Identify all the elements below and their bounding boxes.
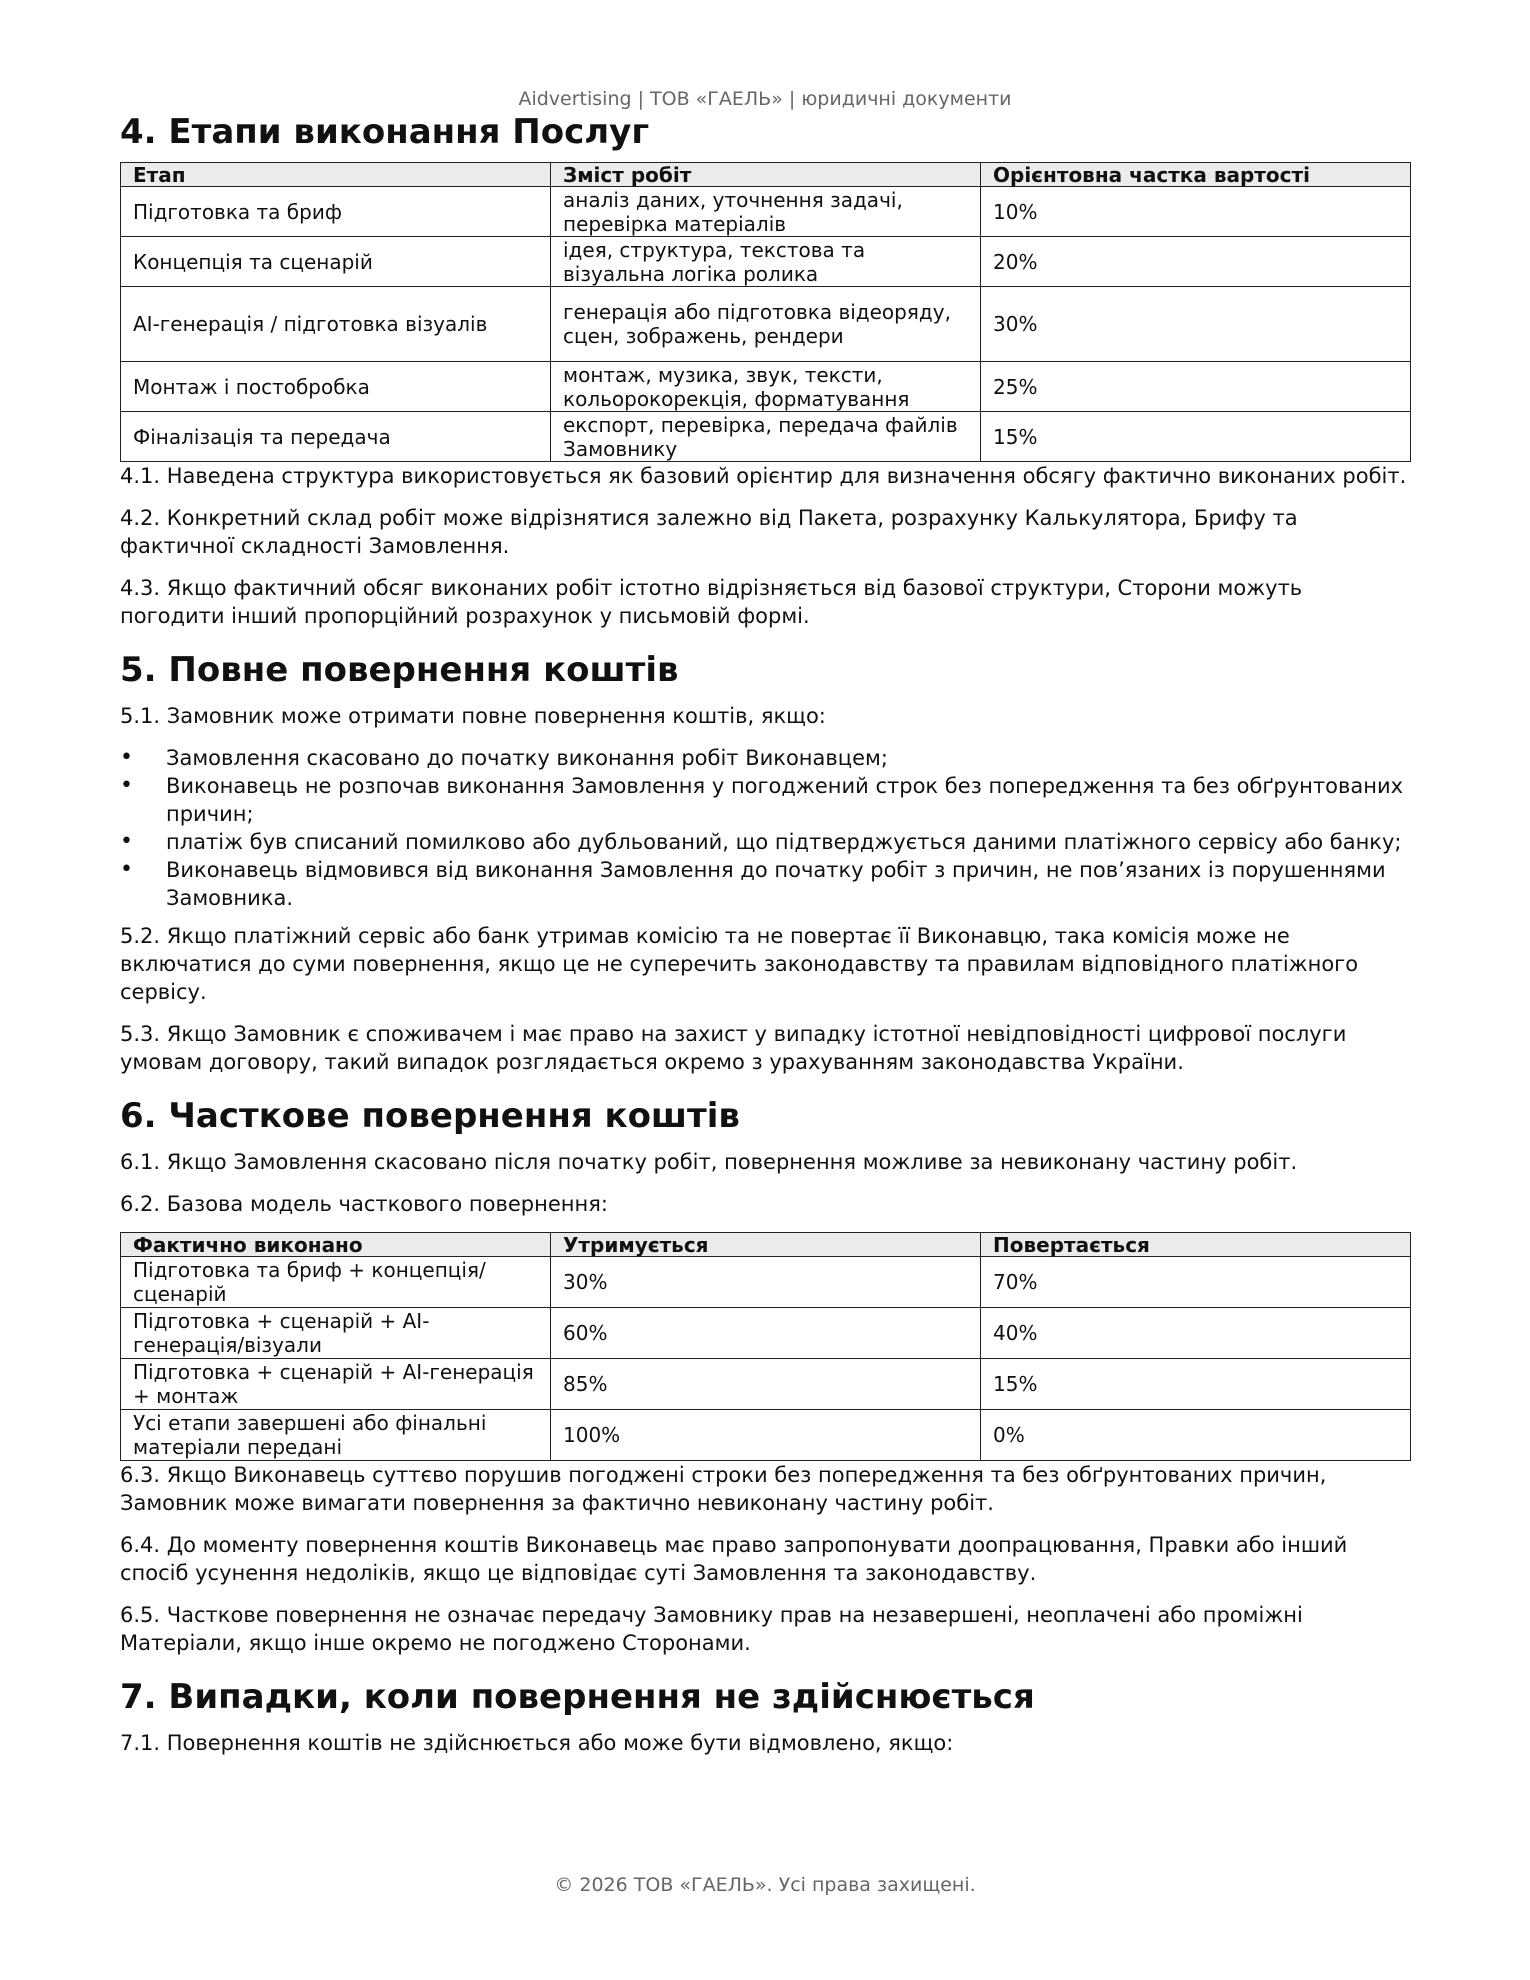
list-item: • Виконавець відмовився від виконання Замовлення до початку робіт з причин, не пов’язаних із порушеннями Замовника.: [120, 856, 1410, 912]
paragraph-6-3: 6.3. Якщо Виконавець суттєво порушив погоджені строки без попередження та без обґрунтованих причин, Замовник може вимагати повернення за фактично невиконану частину робіт.: [120, 1463, 1327, 1515]
running-header: Aidvertising | ТОВ «ГАЕЛЬ» | юридичні документи: [518, 88, 1012, 110]
table-cell: 15%: [981, 1359, 1411, 1410]
document-page: [120, 86, 1410, 1757]
list-item: • Замовлення скасовано до початку виконання робіт Виконавцем;: [120, 744, 1410, 772]
table-cell: аналіз даних, уточнення задачі, перевірка матеріалів: [551, 187, 981, 237]
table-cell: 30%: [981, 287, 1411, 362]
table-cell: монтаж, музика, звук, тексти, кольорокорекція, форматування: [551, 362, 981, 412]
paragraph-4-1: 4.1. Наведена структура використовується як базовий орієнтир для визначення обсягу фактично виконаних робіт.: [120, 464, 1407, 488]
section-6-title: 6. Часткове повернення коштів: [120, 1096, 740, 1136]
table-cell: Підготовка та бриф + концепція/сценарій: [121, 1257, 551, 1308]
table-header-row: [121, 163, 1411, 187]
table-cell: Концепція та сценарій: [121, 237, 551, 287]
section-4-title: 4. Етапи виконання Послуг: [120, 112, 650, 152]
table-cell: 15%: [981, 412, 1411, 462]
paragraph-4-2: 4.2. Конкретний склад робіт може відрізнятися залежно від Пакета, розрахунку Калькулятора, Брифу та фактичної складності Замовлення.: [120, 506, 1298, 558]
table-cell: Підготовка + сценарій + AI-генерація + монтаж: [121, 1359, 551, 1410]
table-row: [121, 287, 1411, 362]
column-header: Зміст робіт: [551, 163, 981, 187]
table-row: [121, 362, 1411, 412]
table-cell: експорт, перевірка, передача файлів Замовнику: [551, 412, 981, 462]
paragraph-6-1: 6.1. Якщо Замовлення скасовано після початку робіт, повернення можливе за невиконану частину робіт.: [120, 1150, 1298, 1174]
paragraph-4-3: 4.3. Якщо фактичний обсяг виконаних робіт істотно відрізняється від базової структури, Сторони можуть погодити інший пропорційний розрахунок у письмовій формі.: [120, 576, 1303, 628]
table-cell: Усі етапи завершені або фінальні матеріали передані: [121, 1410, 551, 1461]
table-row: [121, 1410, 1411, 1461]
paragraph-7-1: 7.1. Повернення коштів не здійснюється або може бути відмовлено, якщо:: [120, 1731, 954, 1755]
table-cell: 10%: [981, 187, 1411, 237]
page-footer: © 2026 ТОВ «ГАЕЛЬ». Усі права захищені.: [554, 1874, 976, 1896]
table-row: [121, 1308, 1411, 1359]
table-row: [121, 1257, 1411, 1308]
table-cell: 70%: [981, 1257, 1411, 1308]
paragraph-5-1: 5.1. Замовник може отримати повне повернення коштів, якщо:: [120, 704, 826, 728]
table-cell: Підготовка та бриф: [121, 187, 551, 237]
stages-table: [120, 162, 1411, 462]
table-cell: Фіналізація та передача: [121, 412, 551, 462]
table-cell: 40%: [981, 1308, 1411, 1359]
table-cell: ідея, структура, текстова та візуальна логіка ролика: [551, 237, 981, 287]
column-header: Етап: [121, 163, 551, 187]
paragraph-5-2: 5.2. Якщо платіжний сервіс або банк утримав комісію та не повертає її Виконавцю, така комісія може не включатися до суми повернення, якщо це не суперечить законодавству та правилам відповідного платіжного сервісу.: [120, 924, 1359, 1004]
table-cell: Підготовка + сценарій + AI-генерація/візуали: [121, 1308, 551, 1359]
table-row: [121, 237, 1411, 287]
table-cell: Монтаж і постобробка: [121, 362, 551, 412]
table-cell: AI-генерація / підготовка візуалів: [121, 287, 551, 362]
paragraph-6-4: 6.4. До моменту повернення коштів Виконавець має право запропонувати доопрацювання, Правки або інший спосіб усунення недоліків, якщо це відповідає суті Замовлення та законодавству.: [120, 1533, 1348, 1585]
section-7-title: 7. Випадки, коли повернення не здійснюється: [120, 1677, 1035, 1717]
column-header: Орієнтовна частка вартості: [981, 163, 1411, 187]
table-row: [121, 187, 1411, 237]
table-row: [121, 412, 1411, 462]
column-header: Повертається: [981, 1233, 1411, 1257]
full-refund-conditions-list: [120, 744, 1410, 912]
table-cell: 0%: [981, 1410, 1411, 1461]
paragraph-5-3: 5.3. Якщо Замовник є споживачем і має право на захист у випадку істотної невідповідності цифрової послуги умовам договору, такий випадок розглядається окремо з урахуванням законодавства України.: [120, 1022, 1347, 1074]
list-item: • платіж був списаний помилково або дубльований, що підтверджується даними платіжного сервісу або банку;: [120, 828, 1410, 856]
table-cell: 85%: [551, 1359, 981, 1410]
table-row: [121, 1359, 1411, 1410]
table-cell: 20%: [981, 237, 1411, 287]
paragraph-6-5: 6.5. Часткове повернення не означає передачу Замовнику прав на незавершені, неоплачені або проміжні Матеріали, якщо інше окремо не погоджено Сторонами.: [120, 1603, 1303, 1655]
paragraph-6-2: 6.2. Базова модель часткового повернення:: [120, 1192, 608, 1216]
table-cell: генерація або підготовка відеоряду, сцен, зображень, рендери: [551, 287, 981, 362]
column-header: Утримується: [551, 1233, 981, 1257]
table-header-row: [121, 1233, 1411, 1257]
partial-refund-table: [120, 1232, 1411, 1461]
table-cell: 25%: [981, 362, 1411, 412]
table-cell: 60%: [551, 1308, 981, 1359]
table-cell: 30%: [551, 1257, 981, 1308]
list-item: • Виконавець не розпочав виконання Замовлення у погоджений строк без попередження та без обґрунтованих причин;: [120, 772, 1410, 828]
column-header: Фактично виконано: [121, 1233, 551, 1257]
table-cell: 100%: [551, 1410, 981, 1461]
section-5-title: 5. Повне повернення коштів: [120, 650, 679, 690]
